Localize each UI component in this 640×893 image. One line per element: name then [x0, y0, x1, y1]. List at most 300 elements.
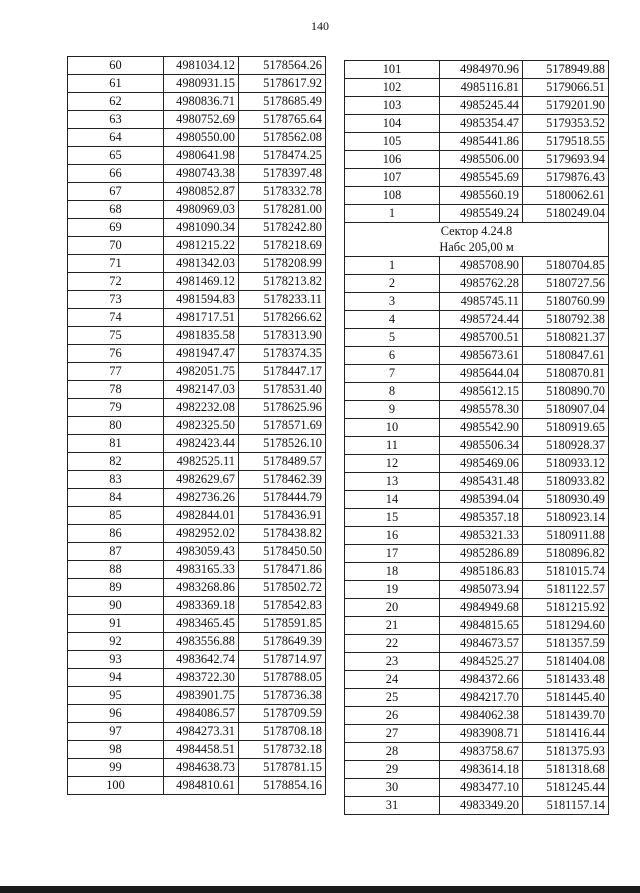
y-coordinate-cell: 5178685.49: [239, 93, 326, 111]
y-coordinate-cell: 5180062.61: [523, 187, 609, 205]
left-coordinates-table: [67, 56, 326, 795]
table-row: [345, 275, 609, 293]
table-row: [68, 471, 326, 489]
table-row: [68, 561, 326, 579]
x-coordinate-cell: 4984638.73: [164, 759, 239, 777]
point-number-cell: 1: [345, 205, 440, 223]
y-coordinate-cell: 5178736.38: [239, 687, 326, 705]
y-coordinate-cell: 5180933.12: [523, 455, 609, 473]
point-number-cell: 18: [345, 563, 440, 581]
x-coordinate-cell: 4983268.86: [164, 579, 239, 597]
x-coordinate-cell: 4981342.03: [164, 255, 239, 273]
point-number-cell: 73: [68, 291, 164, 309]
y-coordinate-cell: 5180727.56: [523, 275, 609, 293]
point-number-cell: 108: [345, 187, 440, 205]
x-coordinate-cell: 4982232.08: [164, 399, 239, 417]
table-row: [68, 741, 326, 759]
table-row: [68, 507, 326, 525]
point-number-cell: 21: [345, 617, 440, 635]
y-coordinate-cell: 5178281.00: [239, 201, 326, 219]
y-coordinate-cell: 5178542.83: [239, 597, 326, 615]
y-coordinate-cell: 5181416.44: [523, 725, 609, 743]
point-number-cell: 6: [345, 347, 440, 365]
table-row: [345, 437, 609, 455]
x-coordinate-cell: 4984525.27: [440, 653, 523, 671]
y-coordinate-cell: 5179201.90: [523, 97, 609, 115]
point-number-cell: 10: [345, 419, 440, 437]
right-table-body-bottom: [345, 257, 609, 815]
y-coordinate-cell: 5179876.43: [523, 169, 609, 187]
x-coordinate-cell: 4981717.51: [164, 309, 239, 327]
point-number-cell: 24: [345, 671, 440, 689]
point-number-cell: 20: [345, 599, 440, 617]
y-coordinate-cell: 5181015.74: [523, 563, 609, 581]
point-number-cell: 23: [345, 653, 440, 671]
y-coordinate-cell: 5181318.68: [523, 761, 609, 779]
x-coordinate-cell: 4981594.83: [164, 291, 239, 309]
point-number-cell: 27: [345, 725, 440, 743]
point-number-cell: 83: [68, 471, 164, 489]
table-row: [68, 93, 326, 111]
point-number-cell: 92: [68, 633, 164, 651]
y-coordinate-cell: 5180911.88: [523, 527, 609, 545]
table-row: [68, 147, 326, 165]
table-row: [345, 293, 609, 311]
table-row: [68, 777, 326, 795]
x-coordinate-cell: 4985357.18: [440, 509, 523, 527]
table-row: [345, 491, 609, 509]
table-row: [68, 381, 326, 399]
x-coordinate-cell: 4985431.48: [440, 473, 523, 491]
point-number-cell: 4: [345, 311, 440, 329]
point-number-cell: 61: [68, 75, 164, 93]
point-number-cell: 11: [345, 437, 440, 455]
table-row: [68, 165, 326, 183]
table-row: [345, 581, 609, 599]
point-number-cell: 98: [68, 741, 164, 759]
x-coordinate-cell: 4982423.44: [164, 435, 239, 453]
y-coordinate-cell: 5178332.78: [239, 183, 326, 201]
left-table-body: [68, 57, 326, 795]
x-coordinate-cell: 4984810.61: [164, 777, 239, 795]
point-number-cell: 81: [68, 435, 164, 453]
y-coordinate-cell: 5180792.38: [523, 311, 609, 329]
x-coordinate-cell: 4981215.22: [164, 237, 239, 255]
point-number-cell: 25: [345, 689, 440, 707]
y-coordinate-cell: 5179353.52: [523, 115, 609, 133]
x-coordinate-cell: 4983165.33: [164, 561, 239, 579]
table-row: [68, 309, 326, 327]
x-coordinate-cell: 4985708.90: [440, 257, 523, 275]
point-number-cell: 105: [345, 133, 440, 151]
table-row: [345, 169, 609, 187]
x-coordinate-cell: 4983722.30: [164, 669, 239, 687]
y-coordinate-cell: 5180923.14: [523, 509, 609, 527]
table-row: [345, 419, 609, 437]
x-coordinate-cell: 4985116.81: [440, 79, 523, 97]
x-coordinate-cell: 4983369.18: [164, 597, 239, 615]
x-coordinate-cell: 4985186.83: [440, 563, 523, 581]
y-coordinate-cell: 5179066.51: [523, 79, 609, 97]
x-coordinate-cell: 4984086.57: [164, 705, 239, 723]
x-coordinate-cell: 4981469.12: [164, 273, 239, 291]
x-coordinate-cell: 4985441.86: [440, 133, 523, 151]
y-coordinate-cell: 5181245.44: [523, 779, 609, 797]
point-number-cell: 5: [345, 329, 440, 347]
table-row: [68, 489, 326, 507]
x-coordinate-cell: 4983059.43: [164, 543, 239, 561]
table-row: [68, 111, 326, 129]
table-row: [68, 201, 326, 219]
x-coordinate-cell: 4984217.70: [440, 689, 523, 707]
table-row: [345, 779, 609, 797]
table-row: [68, 255, 326, 273]
y-coordinate-cell: 5180907.04: [523, 401, 609, 419]
table-row: [345, 707, 609, 725]
x-coordinate-cell: 4980852.87: [164, 183, 239, 201]
x-coordinate-cell: 4985644.04: [440, 365, 523, 383]
point-number-cell: 70: [68, 237, 164, 255]
y-coordinate-cell: 5180704.85: [523, 257, 609, 275]
y-coordinate-cell: 5178313.90: [239, 327, 326, 345]
table-row: [68, 615, 326, 633]
y-coordinate-cell: 5180933.82: [523, 473, 609, 491]
x-coordinate-cell: 4982952.02: [164, 525, 239, 543]
x-coordinate-cell: 4982051.75: [164, 363, 239, 381]
x-coordinate-cell: 4980836.71: [164, 93, 239, 111]
x-coordinate-cell: 4983758.67: [440, 743, 523, 761]
table-row: [68, 417, 326, 435]
table-row: [68, 291, 326, 309]
y-coordinate-cell: 5181404.08: [523, 653, 609, 671]
point-number-cell: 16: [345, 527, 440, 545]
point-number-cell: 77: [68, 363, 164, 381]
table-row: [68, 363, 326, 381]
x-coordinate-cell: 4983556.88: [164, 633, 239, 651]
table-row: [68, 273, 326, 291]
y-coordinate-cell: 5178788.05: [239, 669, 326, 687]
y-coordinate-cell: 5178218.69: [239, 237, 326, 255]
table-row: [345, 187, 609, 205]
table-row: [68, 669, 326, 687]
x-coordinate-cell: 4981090.34: [164, 219, 239, 237]
x-coordinate-cell: 4985762.28: [440, 275, 523, 293]
x-coordinate-cell: 4983349.20: [440, 797, 523, 815]
x-coordinate-cell: 4981947.47: [164, 345, 239, 363]
table-row: [345, 311, 609, 329]
table-row: [68, 579, 326, 597]
y-coordinate-cell: 5178374.35: [239, 345, 326, 363]
y-coordinate-cell: 5180928.37: [523, 437, 609, 455]
y-coordinate-cell: 5178765.64: [239, 111, 326, 129]
y-coordinate-cell: 5178617.92: [239, 75, 326, 93]
x-coordinate-cell: 4983642.74: [164, 651, 239, 669]
section-title: Сектор 4.24.8: [440, 224, 513, 238]
point-number-cell: 95: [68, 687, 164, 705]
x-coordinate-cell: 4980931.15: [164, 75, 239, 93]
point-number-cell: 26: [345, 707, 440, 725]
y-coordinate-cell: 5180821.37: [523, 329, 609, 347]
x-coordinate-cell: 4985542.90: [440, 419, 523, 437]
table-row: [68, 597, 326, 615]
point-number-cell: 3: [345, 293, 440, 311]
point-number-cell: 60: [68, 57, 164, 75]
y-coordinate-cell: 5178591.85: [239, 615, 326, 633]
table-row: [345, 97, 609, 115]
point-number-cell: 29: [345, 761, 440, 779]
x-coordinate-cell: 4982629.67: [164, 471, 239, 489]
table-row: [68, 633, 326, 651]
table-row: [68, 327, 326, 345]
table-row: [345, 115, 609, 133]
table-row: [68, 543, 326, 561]
point-number-cell: 91: [68, 615, 164, 633]
table-row: [345, 635, 609, 653]
table-row: [68, 237, 326, 255]
point-number-cell: 15: [345, 509, 440, 527]
y-coordinate-cell: 5178213.82: [239, 273, 326, 291]
point-number-cell: 62: [68, 93, 164, 111]
x-coordinate-cell: 4981835.58: [164, 327, 239, 345]
x-coordinate-cell: 4981034.12: [164, 57, 239, 75]
table-row: [345, 761, 609, 779]
point-number-cell: 79: [68, 399, 164, 417]
x-coordinate-cell: 4985321.33: [440, 527, 523, 545]
point-number-cell: 107: [345, 169, 440, 187]
y-coordinate-cell: 5181294.60: [523, 617, 609, 635]
x-coordinate-cell: 4985469.06: [440, 455, 523, 473]
y-coordinate-cell: 5178397.48: [239, 165, 326, 183]
point-number-cell: 12: [345, 455, 440, 473]
point-number-cell: 97: [68, 723, 164, 741]
table-row: [345, 545, 609, 563]
right-table-body-top: [345, 61, 609, 223]
point-number-cell: 94: [68, 669, 164, 687]
point-number-cell: 106: [345, 151, 440, 169]
point-number-cell: 103: [345, 97, 440, 115]
table-row: [68, 723, 326, 741]
table-row: [68, 75, 326, 93]
y-coordinate-cell: 5180896.82: [523, 545, 609, 563]
table-row: [345, 347, 609, 365]
point-number-cell: 72: [68, 273, 164, 291]
point-number-cell: 100: [68, 777, 164, 795]
x-coordinate-cell: 4983614.18: [440, 761, 523, 779]
x-coordinate-cell: 4985673.61: [440, 347, 523, 365]
table-row: [345, 329, 609, 347]
x-coordinate-cell: 4984815.65: [440, 617, 523, 635]
point-number-cell: 78: [68, 381, 164, 399]
x-coordinate-cell: 4984062.38: [440, 707, 523, 725]
table-row: [68, 183, 326, 201]
point-number-cell: 88: [68, 561, 164, 579]
y-coordinate-cell: 5181215.92: [523, 599, 609, 617]
y-coordinate-cell: 5178949.88: [523, 61, 609, 79]
x-coordinate-cell: 4985545.69: [440, 169, 523, 187]
table-row: [345, 689, 609, 707]
point-number-cell: 84: [68, 489, 164, 507]
point-number-cell: 104: [345, 115, 440, 133]
y-coordinate-cell: 5181433.48: [523, 671, 609, 689]
x-coordinate-cell: 4985549.24: [440, 205, 523, 223]
table-row: [345, 383, 609, 401]
table-row: [345, 61, 609, 79]
table-row: [345, 401, 609, 419]
table-row: [345, 725, 609, 743]
y-coordinate-cell: 5178564.26: [239, 57, 326, 75]
table-row: [345, 599, 609, 617]
y-coordinate-cell: 5180760.99: [523, 293, 609, 311]
table-row: [345, 617, 609, 635]
y-coordinate-cell: 5180919.65: [523, 419, 609, 437]
x-coordinate-cell: 4985578.30: [440, 401, 523, 419]
y-coordinate-cell: 5178474.25: [239, 147, 326, 165]
x-coordinate-cell: 4985506.34: [440, 437, 523, 455]
point-number-cell: 74: [68, 309, 164, 327]
x-coordinate-cell: 4985745.11: [440, 293, 523, 311]
x-coordinate-cell: 4982844.01: [164, 507, 239, 525]
table-row: [68, 435, 326, 453]
y-coordinate-cell: 5178625.96: [239, 399, 326, 417]
x-coordinate-cell: 4980743.38: [164, 165, 239, 183]
point-number-cell: 13: [345, 473, 440, 491]
point-number-cell: 71: [68, 255, 164, 273]
y-coordinate-cell: 5180930.49: [523, 491, 609, 509]
point-number-cell: 7: [345, 365, 440, 383]
y-coordinate-cell: 5178781.15: [239, 759, 326, 777]
y-coordinate-cell: 5180890.70: [523, 383, 609, 401]
point-number-cell: 14: [345, 491, 440, 509]
table-row: [345, 797, 609, 815]
y-coordinate-cell: 5181439.70: [523, 707, 609, 725]
y-coordinate-cell: 5178447.17: [239, 363, 326, 381]
point-number-cell: 101: [345, 61, 440, 79]
table-row: [345, 671, 609, 689]
point-number-cell: 80: [68, 417, 164, 435]
point-number-cell: 19: [345, 581, 440, 599]
point-number-cell: 2: [345, 275, 440, 293]
y-coordinate-cell: 5178266.62: [239, 309, 326, 327]
y-coordinate-cell: 5178450.50: [239, 543, 326, 561]
page-number: 140: [311, 19, 329, 33]
table-row: [345, 79, 609, 97]
table-row: [68, 759, 326, 777]
table-row: [68, 219, 326, 237]
table-row: [68, 687, 326, 705]
table-row: [68, 651, 326, 669]
table-row: [345, 473, 609, 491]
y-coordinate-cell: 5178208.99: [239, 255, 326, 273]
y-coordinate-cell: 5178462.39: [239, 471, 326, 489]
y-coordinate-cell: 5178571.69: [239, 417, 326, 435]
x-coordinate-cell: 4985612.15: [440, 383, 523, 401]
section-header-cell: [345, 223, 609, 257]
y-coordinate-cell: 5181157.14: [523, 797, 609, 815]
x-coordinate-cell: 4983908.71: [440, 725, 523, 743]
point-number-cell: 64: [68, 129, 164, 147]
y-coordinate-cell: 5178526.10: [239, 435, 326, 453]
point-number-cell: 9: [345, 401, 440, 419]
x-coordinate-cell: 4984949.68: [440, 599, 523, 617]
y-coordinate-cell: 5181375.93: [523, 743, 609, 761]
table-row: [68, 399, 326, 417]
table-row: [345, 527, 609, 545]
y-coordinate-cell: 5178489.57: [239, 453, 326, 471]
point-number-cell: 87: [68, 543, 164, 561]
point-number-cell: 93: [68, 651, 164, 669]
table-row: [68, 453, 326, 471]
x-coordinate-cell: 4983465.45: [164, 615, 239, 633]
point-number-cell: 17: [345, 545, 440, 563]
table-row: [68, 129, 326, 147]
point-number-cell: 8: [345, 383, 440, 401]
x-coordinate-cell: 4980550.00: [164, 129, 239, 147]
point-number-cell: 86: [68, 525, 164, 543]
y-coordinate-cell: 5181445.40: [523, 689, 609, 707]
x-coordinate-cell: 4980641.98: [164, 147, 239, 165]
point-number-cell: 96: [68, 705, 164, 723]
right-coordinates-table: [344, 60, 609, 815]
y-coordinate-cell: 5178436.91: [239, 507, 326, 525]
y-coordinate-cell: 5178708.18: [239, 723, 326, 741]
y-coordinate-cell: 5178444.79: [239, 489, 326, 507]
table-row: [345, 205, 609, 223]
table-row: [345, 455, 609, 473]
table-row: [68, 705, 326, 723]
y-coordinate-cell: 5180249.04: [523, 205, 609, 223]
point-number-cell: 28: [345, 743, 440, 761]
table-row: [345, 653, 609, 671]
y-coordinate-cell: 5178854.16: [239, 777, 326, 795]
x-coordinate-cell: 4985394.04: [440, 491, 523, 509]
x-coordinate-cell: 4984273.31: [164, 723, 239, 741]
point-number-cell: 76: [68, 345, 164, 363]
x-coordinate-cell: 4984970.96: [440, 61, 523, 79]
y-coordinate-cell: 5178438.82: [239, 525, 326, 543]
x-coordinate-cell: 4982147.03: [164, 381, 239, 399]
x-coordinate-cell: 4980752.69: [164, 111, 239, 129]
section-header: [345, 223, 609, 257]
scan-bottom-edge: [0, 886, 640, 893]
x-coordinate-cell: 4985354.47: [440, 115, 523, 133]
y-coordinate-cell: 5178709.59: [239, 705, 326, 723]
x-coordinate-cell: 4980969.03: [164, 201, 239, 219]
x-coordinate-cell: 4982325.50: [164, 417, 239, 435]
table-row: [345, 133, 609, 151]
x-coordinate-cell: 4985700.51: [440, 329, 523, 347]
x-coordinate-cell: 4985724.44: [440, 311, 523, 329]
point-number-cell: 82: [68, 453, 164, 471]
section-header-row: [345, 223, 609, 257]
y-coordinate-cell: 5178531.40: [239, 381, 326, 399]
section-subtitle: Набс 205,00 м: [439, 239, 514, 254]
y-coordinate-cell: 5178732.18: [239, 741, 326, 759]
table-row: [68, 57, 326, 75]
y-coordinate-cell: 5178562.08: [239, 129, 326, 147]
x-coordinate-cell: 4985286.89: [440, 545, 523, 563]
table-row: [68, 525, 326, 543]
point-number-cell: 65: [68, 147, 164, 165]
x-coordinate-cell: 4983901.75: [164, 687, 239, 705]
table-row: [345, 743, 609, 761]
y-coordinate-cell: 5179693.94: [523, 151, 609, 169]
point-number-cell: 68: [68, 201, 164, 219]
y-coordinate-cell: 5178502.72: [239, 579, 326, 597]
y-coordinate-cell: 5178233.11: [239, 291, 326, 309]
x-coordinate-cell: 4985073.94: [440, 581, 523, 599]
point-number-cell: 89: [68, 579, 164, 597]
table-row: [345, 509, 609, 527]
